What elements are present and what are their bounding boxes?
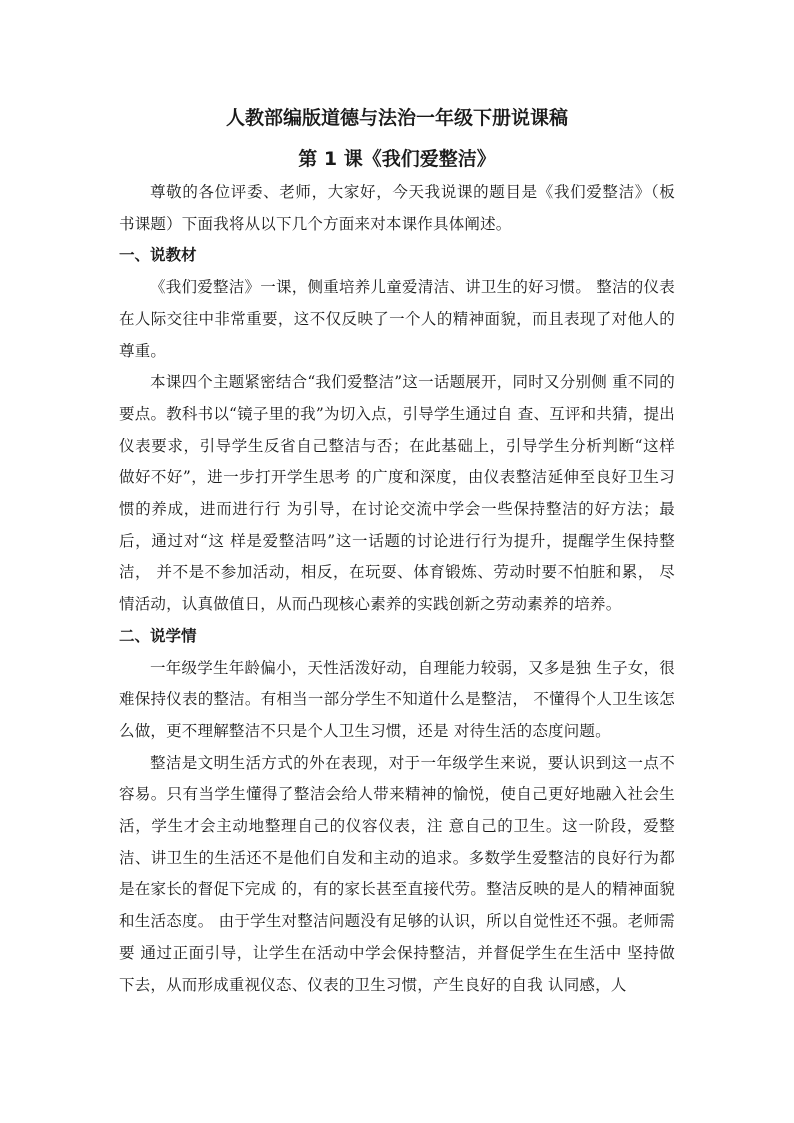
intro-paragraph: 尊敬的各位评委、老师，大家好，今天我说课的题目是《我们爱整洁》（板书课题）下面我将从以下几个方面来对本课作具体阐述。: [119, 183, 675, 233]
textbook-paragraph-1: 《我们爱整洁》一课，侧重培养儿童爱清洁、讲卫生的好习惯。 整洁的仪表在人际交往中非常重要，这不仅反映了一个人的精神面貌，而且表现了对他人的尊重。: [119, 278, 675, 360]
section-heading-textbook: 一、说教材: [119, 246, 197, 265]
students-paragraph-1: 一年级学生年龄偏小，天性活泼好动，自理能力较弱，又多是独 生子女，很难保持仪表的整洁。有相当一部分学生不知道什么是整洁， 不懂得个人卫生该怎么做，更不理解整洁不只是个人卫生习惯，还是 对待生活的态度问题。: [119, 658, 675, 740]
document-page: [119, 100, 675, 1001]
textbook-paragraph-2: 本课四个主题紧密结合“我们爱整洁”这一话题展开，同时又分别侧 重不同的要点。教科书以“镜子里的我”为切入点，引导学生通过自 查、互评和共猜，提出仪表要求，引导学生反省自己整洁与否；在此基础上，引导学生分析判断“这样做好不好”，进一步打开学生思考 的广度和深度，由仪表整洁延伸至良好卫生习惯的养成，进而进行行 为引导，在讨论交流中学会一些保持整洁的好方法；最后，通过对“这 样是爱整洁吗”这一话题的讨论进行行为提升，提醒学生保持整洁， 并不是不参加活动，相反，在玩耍、体育锻炼、劳动时要不怕脏和累， 尽情活动，认真做值日，从而凸现核心素养的实践创新之劳动素养的培养。: [119, 373, 675, 614]
document-title: 人教部编版道德与法治一年级下册说课稿: [225, 107, 568, 129]
section-heading-students: 二、说学情: [119, 626, 197, 645]
lesson-title: 第 1 课《我们爱整洁》: [298, 148, 496, 170]
students-paragraph-2: 整洁是文明生活方式的外在表现，对于一年级学生来说，要认识到这一点不容易。只有当学生懂得了整洁会给人带来精神的愉悦，使自己更好地融入社会生活，学生才会主动地整理自己的仪容仪表，注 意自己的卫生。这一阶段，爱整洁、讲卫生的生活还不是他们自发和主动的追求。多数学生爱整洁的良好行为都是在家长的督促下完成 的，有的家长甚至直接代劳。整洁反映的是人的精神面貌和生活态度。 由于学生对整洁问题没有足够的认识，所以自觉性还不强。老师需要 通过正面引导，让学生在活动中学会保持整洁，并督促学生在生活中 坚持做下去，从而形成重视仪态、仪表的卫生习惯，产生良好的自我 认同感，人: [119, 753, 675, 994]
